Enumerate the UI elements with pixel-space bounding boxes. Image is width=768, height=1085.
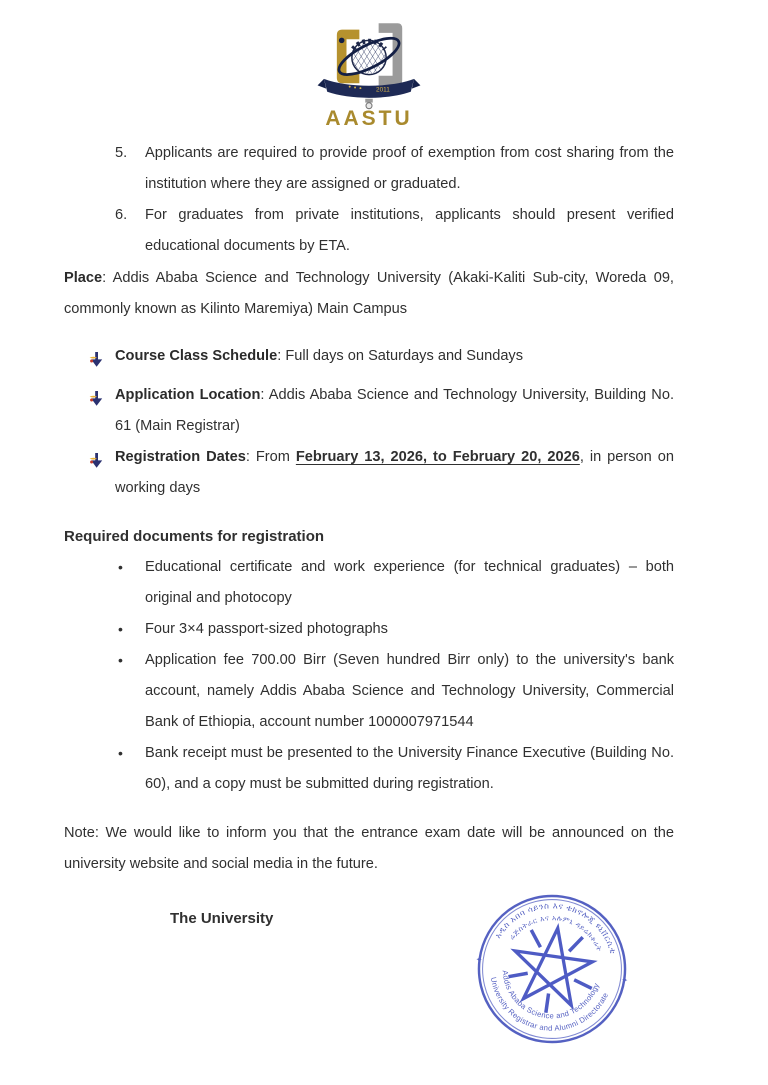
- stamp-arc-english-inner: Addis Ababa Science and Technology: [500, 969, 601, 1020]
- bullet-text: Four 3×4 passport-sized photographs: [145, 621, 388, 637]
- bullet-icon: •: [118, 559, 123, 575]
- bullet-item: [64, 645, 674, 738]
- bullet-item: [64, 552, 674, 614]
- bullet-text: Educational certificate and work experience (for technical graduates) – both original and photocopy: [145, 559, 674, 606]
- arrow-label: Application Location: [115, 387, 261, 403]
- arrow-list: [64, 341, 674, 504]
- arrow-label: Course Class Schedule: [115, 348, 278, 364]
- bullet-list: [64, 552, 674, 800]
- registration-dates: February 13, 2026, to February 20, 2026: [295, 449, 580, 465]
- note-paragraph: Note: We would like to inform you that the entrance exam date will be announced on the university website and social media in the future.: [64, 825, 674, 872]
- arrow-value: , in person on working days: [115, 449, 674, 496]
- down-arrow-icon: [89, 380, 115, 442]
- place-paragraph: [64, 263, 674, 325]
- arrow-item-schedule: [64, 341, 674, 380]
- brand-text: AASTU: [325, 107, 413, 130]
- arrow-value: : Full days on Saturdays and Sundays: [277, 348, 524, 364]
- arrow-value: : From: [245, 449, 296, 465]
- document-header: [64, 0, 674, 130]
- stamp-arc-amharic-outer: አዲስ አበባ ሳይንስ እና ቴክኖሎጂ ዩኒቨርሲቲ: [493, 900, 618, 955]
- aastu-logo: [313, 20, 425, 110]
- stamp-arc-english-outer: University Registrar and Alumni Directorate: [488, 975, 611, 1033]
- stamp-separator-right: ✦: [620, 974, 629, 985]
- bullet-text: Bank receipt must be presented to the University Finance Executive (Building No. 60), and a copy must be submitted during registration.: [145, 745, 674, 792]
- numbered-list: [64, 138, 674, 262]
- arrow-text: [115, 341, 674, 380]
- item-marker: 6.: [115, 207, 128, 223]
- signature-text: The University: [170, 909, 274, 927]
- stamp-separator-left: ✦: [474, 954, 484, 965]
- bullet-icon: •: [118, 652, 123, 668]
- arrow-text: [115, 380, 674, 442]
- place-label: Place: [64, 270, 103, 286]
- arrow-label: Registration Dates: [115, 449, 246, 465]
- document-footer: [64, 895, 674, 1085]
- stamp-arc-amharic-inner: ሬጅስትራር እና አሉምኒ ዳይሬክቶሬት: [507, 912, 605, 953]
- bullet-item: [64, 738, 674, 800]
- bullet-icon: •: [118, 621, 123, 637]
- down-arrow-icon: [89, 442, 115, 504]
- arrow-item-location: [64, 380, 674, 442]
- ribbon-dot: [349, 86, 351, 88]
- list-item-6: [64, 200, 674, 262]
- arrow-item-dates: [64, 442, 674, 504]
- ribbon-dot: [354, 87, 356, 89]
- down-arrow-icon: [89, 341, 115, 380]
- required-heading: Required documents for registration: [64, 528, 325, 545]
- ribbon-year: 2011: [376, 86, 390, 94]
- arrow-value: : Addis Ababa Science and Technology University, Building No. 61 (Main Registrar): [115, 387, 674, 434]
- logo-ribbon: [318, 79, 421, 98]
- item-text: Applicants are required to provide proof of exemption from cost sharing from the institution where they are assigned or graduated.: [145, 145, 674, 192]
- logo-stand: [365, 99, 373, 103]
- ribbon-dot: [359, 87, 361, 89]
- university-stamp: [462, 879, 642, 1059]
- item-text: For graduates from private institutions, applicants should present verified educational documents by ETA.: [145, 207, 674, 254]
- place-text: : Addis Ababa Science and Technology University (Akaki-Kaliti Sub-city, Woreda 09, commonly known as Kilinto Maremiya) Main Campus: [64, 270, 674, 317]
- list-item-5: [64, 138, 674, 200]
- arrow-text: [115, 442, 674, 504]
- item-marker: 5.: [115, 145, 128, 161]
- bullet-icon: •: [118, 745, 123, 761]
- bullet-item: [64, 614, 674, 645]
- bullet-text: Application fee 700.00 Birr (Seven hundred Birr only) to the university's bank account, namely Addis Ababa Science and Technology University, Commercial Bank of Ethiopia, account number 1000007971544: [145, 652, 674, 730]
